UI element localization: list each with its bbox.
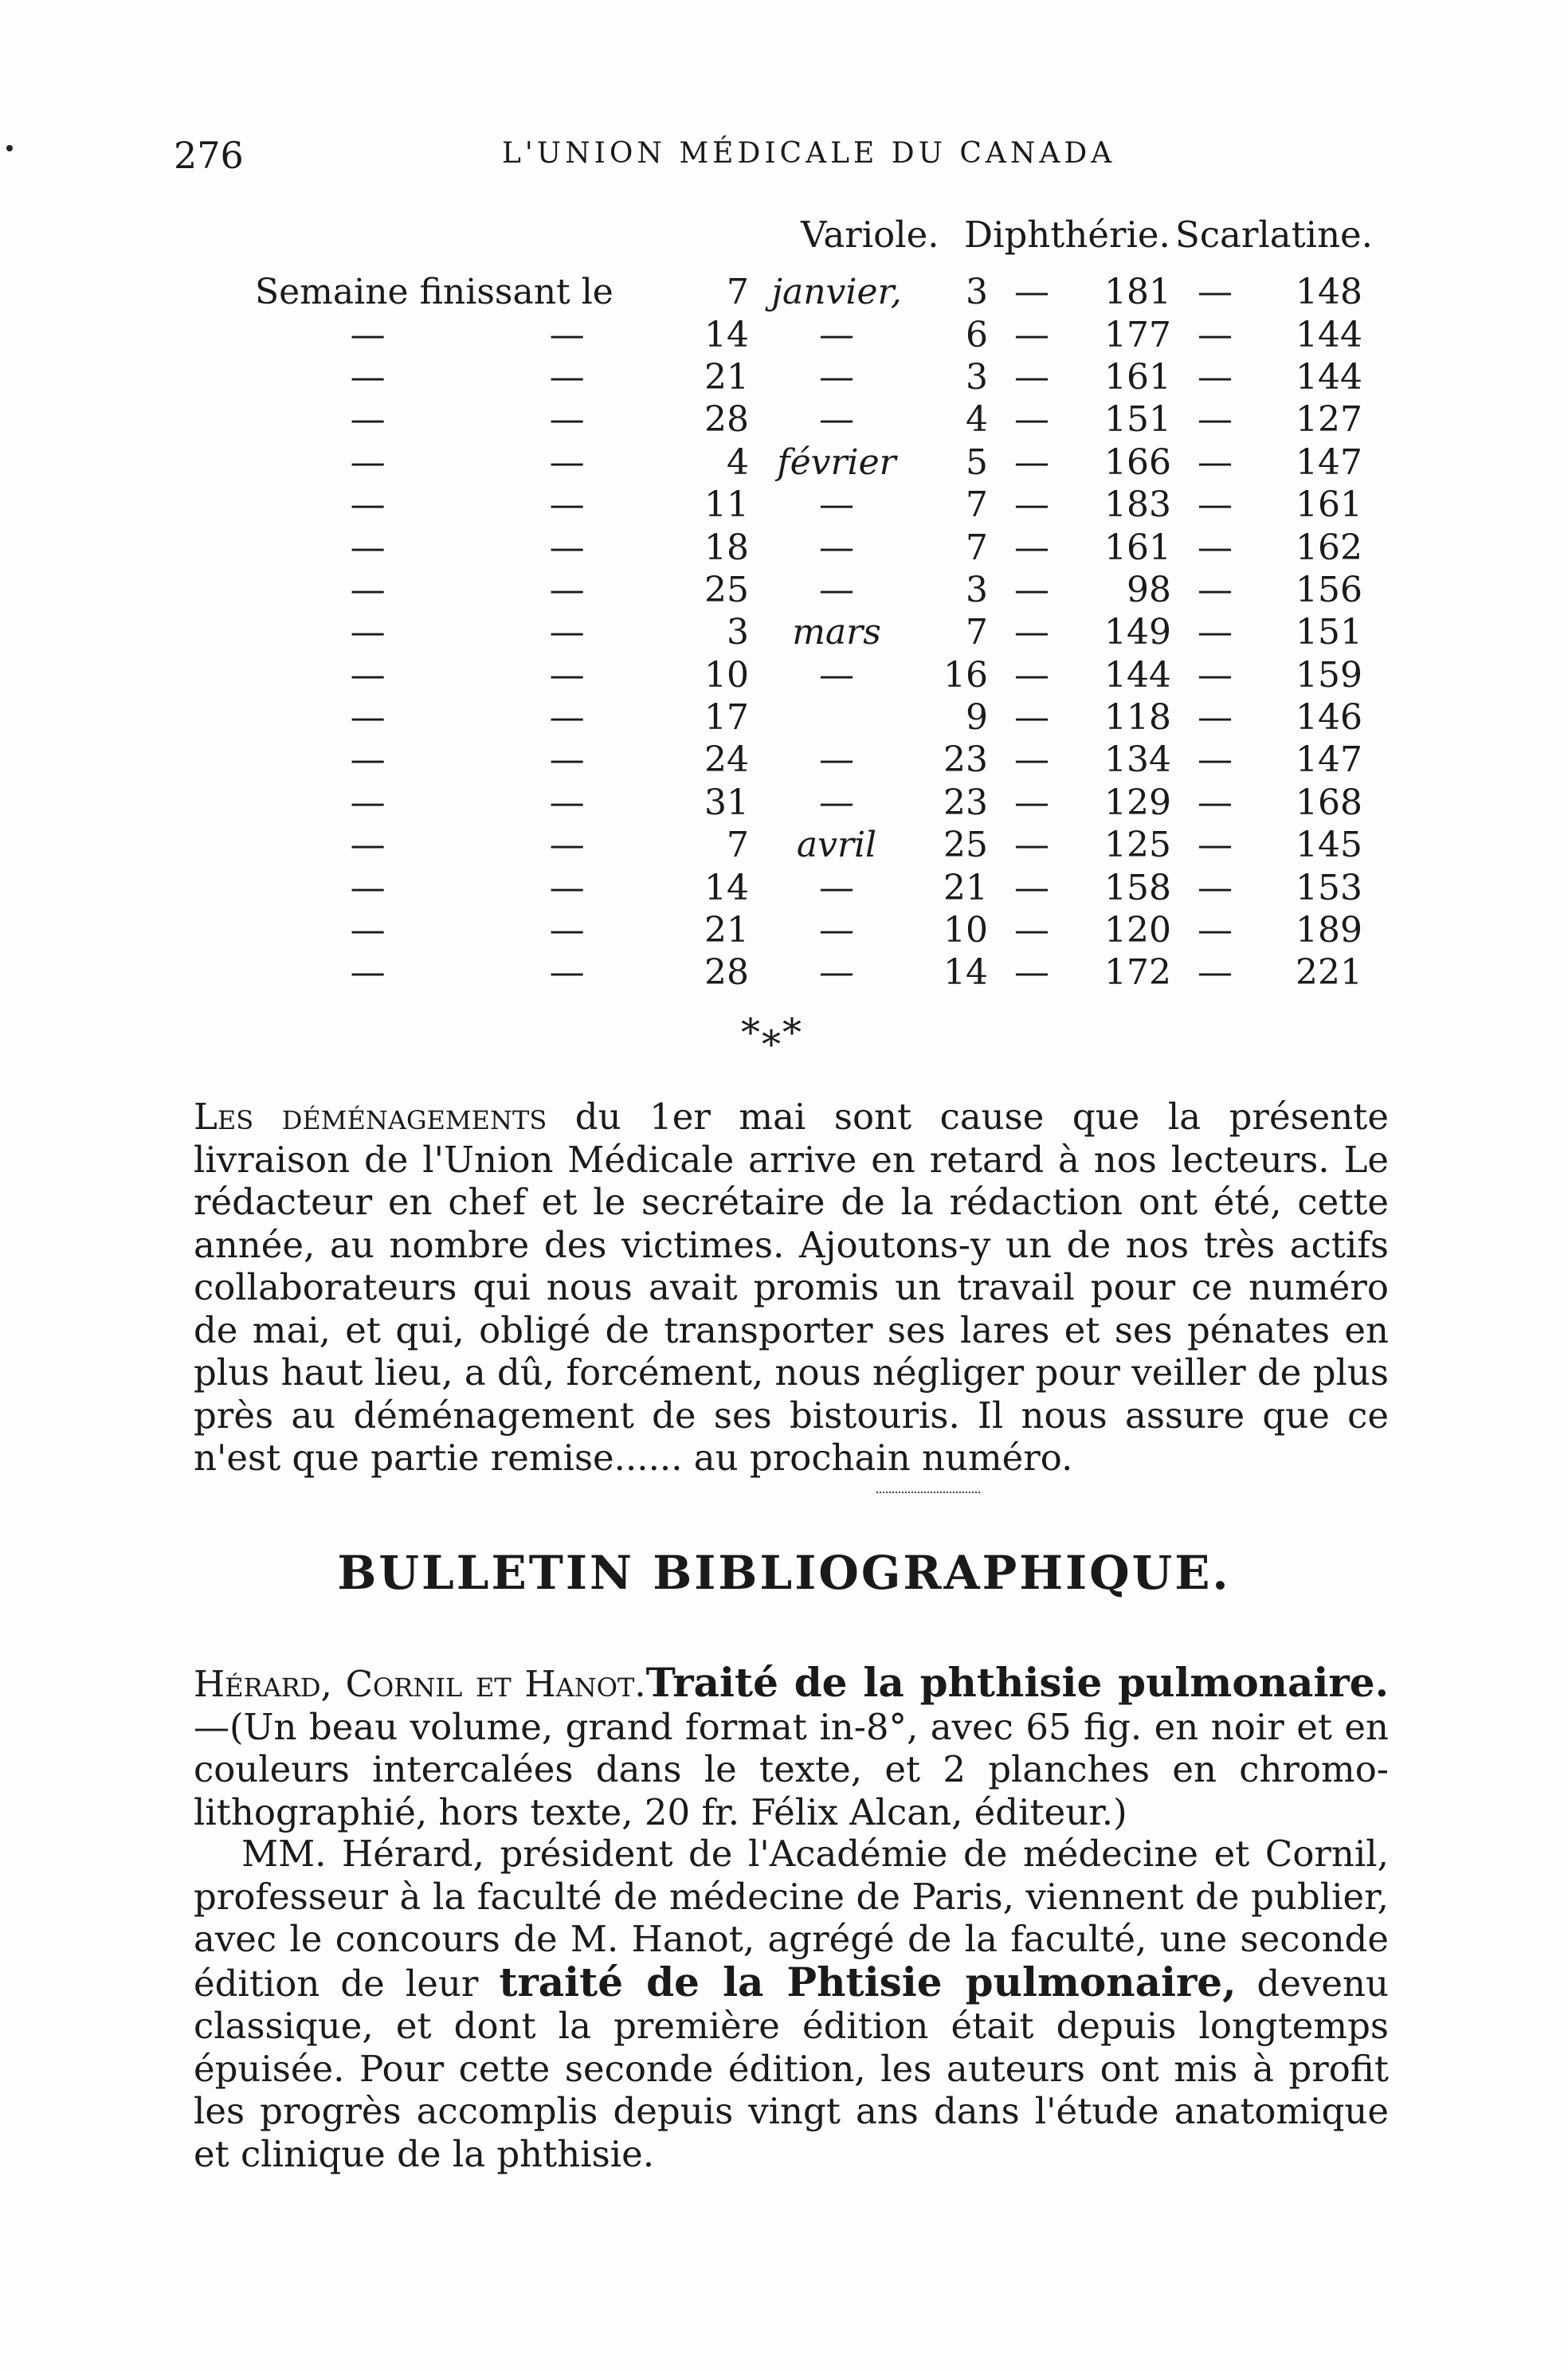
diphtherie-cell: 158: [1104, 867, 1171, 908]
table-row: [255, 271, 1362, 313]
section-title: BULLETIN BIBLIOGRAPHIQUE.: [337, 1546, 1231, 1600]
dash-cell: —: [1014, 272, 1049, 313]
month-cell: —: [819, 952, 854, 994]
day-cell: 24: [704, 739, 749, 781]
ditto-mark: —: [549, 356, 585, 398]
row-label: Semaine finissant le: [255, 272, 613, 313]
review-citation: [194, 1661, 1389, 1833]
day-cell: 17: [704, 697, 749, 739]
col-head-scarlatine: Scarlatine.: [1175, 214, 1373, 256]
dash-cell: —: [1014, 612, 1049, 653]
separator-rule: [876, 1492, 980, 1493]
diphtherie-cell: 118: [1104, 697, 1171, 739]
table-row: [255, 484, 1362, 526]
weekly-cases-table: [255, 271, 1362, 994]
variole-cell: 23: [943, 739, 988, 781]
ditto-mark: —: [549, 314, 585, 355]
ditto-mark: —: [549, 825, 585, 866]
month-cell: —: [819, 484, 854, 526]
diphtherie-cell: 125: [1104, 825, 1171, 866]
month-cell: janvier,: [771, 272, 902, 313]
table-row: [255, 398, 1362, 441]
review-authors: Hérard, Cornil et Hanot.: [194, 1663, 646, 1705]
scarlatine-cell: 159: [1296, 654, 1362, 696]
dash-cell: —: [1198, 910, 1233, 951]
diphtherie-cell: 129: [1104, 782, 1171, 823]
variole-cell: 5: [966, 441, 988, 483]
day-cell: 7: [727, 272, 749, 313]
dash-cell: —: [1198, 654, 1233, 696]
review-body: [194, 1833, 1389, 2175]
variole-cell: 16: [943, 654, 988, 696]
diphtherie-cell: 183: [1104, 484, 1171, 526]
ditto-mark: —: [350, 952, 386, 994]
month-cell: —: [819, 910, 854, 951]
ditto-mark: —: [549, 697, 585, 739]
review-body-start: MM. Hérard, président de l'Académie de médecine et Cornil, professeur à la faculté de médecine de Paris, viennent de publier, avec le concours de M. Hanot, agrégé de la faculté, une seconde édition de leur: [194, 1833, 1389, 2005]
dash-cell: —: [1014, 484, 1049, 526]
notice-lead: Les déménagements: [194, 1096, 547, 1138]
ditto-mark: —: [350, 399, 386, 441]
scarlatine-cell: 153: [1296, 867, 1362, 908]
scarlatine-cell: 161: [1296, 484, 1362, 526]
ditto-mark: —: [549, 484, 585, 526]
variole-cell: 10: [943, 910, 988, 951]
table-row: [255, 611, 1362, 653]
dash-cell: —: [1014, 697, 1049, 739]
variole-cell: 25: [943, 825, 988, 866]
scarlatine-cell: 148: [1296, 272, 1362, 313]
review-details: —(Un beau volume, grand format in-8°, avec 65 fig. en noir et en couleurs intercalées dans le texte, et 2 planches en chromo-lithographié, hors texte, 20 fr. Félix Alcan, éditeur.): [194, 1705, 1389, 1833]
variole-cell: 4: [966, 399, 988, 441]
scarlatine-cell: 144: [1296, 314, 1362, 355]
dash-cell: —: [1014, 782, 1049, 823]
day-cell: 28: [704, 399, 749, 441]
month-cell: —: [819, 782, 854, 823]
dash-cell: —: [1198, 484, 1233, 526]
month-cell: —: [819, 739, 854, 781]
review-title: Traité de la phthisie pulmonaire.: [645, 1659, 1389, 1706]
variole-cell: 21: [943, 867, 988, 908]
scarlatine-cell: 151: [1296, 612, 1362, 653]
variole-cell: 9: [966, 697, 988, 739]
review-body-title: traité de la Phtisie pulmonaire,: [499, 1958, 1237, 2005]
scarlatine-cell: 144: [1296, 356, 1362, 398]
table-row: [255, 526, 1362, 568]
dash-cell: —: [1014, 399, 1049, 441]
ditto-mark: —: [549, 441, 585, 483]
notice-paragraph: [194, 1096, 1389, 1480]
month-cell: —: [819, 867, 854, 908]
dash-cell: —: [1014, 441, 1049, 483]
scarlatine-cell: 145: [1296, 825, 1362, 866]
diphtherie-cell: 120: [1104, 910, 1171, 951]
dash-cell: —: [1014, 825, 1049, 866]
table-row: [255, 654, 1362, 696]
variole-cell: 3: [966, 569, 988, 610]
diphtherie-cell: 161: [1104, 356, 1171, 398]
dash-cell: —: [1014, 654, 1049, 696]
variole-cell: 14: [943, 952, 988, 994]
table-row: [255, 782, 1362, 824]
dash-cell: —: [1198, 527, 1233, 568]
table-column-headers: [0, 214, 1568, 269]
day-cell: 4: [727, 441, 749, 483]
scarlatine-cell: 127: [1296, 399, 1362, 441]
variole-cell: 3: [966, 272, 988, 313]
dash-cell: —: [1014, 952, 1049, 994]
table-row: [255, 441, 1362, 484]
ditto-mark: —: [350, 441, 386, 483]
ditto-mark: —: [549, 867, 585, 908]
ditto-mark: —: [350, 697, 386, 739]
month-cell: —: [819, 356, 854, 398]
month-cell: —: [819, 527, 854, 568]
diphtherie-cell: 161: [1104, 527, 1171, 568]
variole-cell: 6: [966, 314, 988, 355]
scarlatine-cell: 146: [1296, 697, 1362, 739]
scarlatine-cell: 189: [1296, 910, 1362, 951]
ditto-mark: —: [549, 739, 585, 781]
ditto-mark: —: [350, 314, 386, 355]
day-cell: 21: [704, 356, 749, 398]
ditto-mark: —: [350, 739, 386, 781]
dash-cell: —: [1014, 356, 1049, 398]
ditto-mark: —: [549, 399, 585, 441]
col-head-diphtherie: Diphthérie.: [964, 214, 1170, 256]
table-row: [255, 824, 1362, 866]
day-cell: 10: [704, 654, 749, 696]
day-cell: 14: [704, 314, 749, 355]
notice-text: du 1er mai sont cause que la présente livraison de l'Union Médicale arrive en retard à nos lecteurs. Le rédacteur en chef et le secrétaire de la rédaction ont été, cette année, au nombre des victimes. Ajoutons-y un de nos très actifs collaborateurs qui nous avait promis un travail pour ce numéro de mai, et qui, obligé de transporter ses lares et ses pénates en plus haut lieu, a dû, forcément, nous négliger pour veiller de plus près au déménagement de ses bistouris. Il nous assure que ce n'est que partie remise...... au prochain numéro.: [194, 1096, 1389, 1479]
ditto-mark: —: [350, 356, 386, 398]
day-cell: 25: [704, 569, 749, 610]
ink-speck: [6, 145, 13, 151]
ditto-mark: —: [549, 569, 585, 610]
dash-cell: —: [1198, 867, 1233, 908]
dash-cell: —: [1014, 527, 1049, 568]
day-cell: 21: [704, 910, 749, 951]
diphtherie-cell: 144: [1104, 654, 1171, 696]
month-cell: mars: [792, 612, 881, 653]
diphtherie-cell: 177: [1104, 314, 1171, 355]
ditto-mark: —: [350, 654, 386, 696]
ditto-mark: —: [549, 782, 585, 823]
table-row: [255, 313, 1362, 355]
asterism: *⁎*: [741, 1010, 803, 1055]
day-cell: 14: [704, 867, 749, 908]
variole-cell: 7: [966, 612, 988, 653]
month-cell: —: [819, 399, 854, 441]
scarlatine-cell: 221: [1296, 952, 1362, 994]
dash-cell: —: [1198, 612, 1233, 653]
month-cell: —: [819, 654, 854, 696]
diphtherie-cell: 172: [1104, 952, 1171, 994]
dash-cell: —: [1014, 314, 1049, 355]
diphtherie-cell: 98: [1127, 569, 1171, 610]
running-head: L'UNION MÉDICALE DU CANADA: [502, 137, 1116, 170]
scarlatine-cell: 162: [1296, 527, 1362, 568]
day-cell: 7: [727, 825, 749, 866]
variole-cell: 3: [966, 356, 988, 398]
review-body-end: devenu classique, et dont la première édition était depuis longtemps épuisée. Pour cette seconde édition, les auteurs ont mis à profit les progrès accomplis depuis vingt ans dans l'étude anatomique et clinique de la phthisie.: [194, 1962, 1389, 2175]
dash-cell: —: [1198, 697, 1233, 739]
ditto-mark: —: [350, 527, 386, 568]
diphtherie-cell: 134: [1104, 739, 1171, 781]
day-cell: 3: [727, 612, 749, 653]
ditto-mark: —: [350, 612, 386, 653]
day-cell: 18: [704, 527, 749, 568]
dash-cell: —: [1014, 569, 1049, 610]
variole-cell: 7: [966, 484, 988, 526]
diphtherie-cell: 166: [1104, 441, 1171, 483]
dash-cell: —: [1198, 399, 1233, 441]
diphtherie-cell: 151: [1104, 399, 1171, 441]
ditto-mark: —: [549, 910, 585, 951]
ditto-mark: —: [350, 782, 386, 823]
dash-cell: —: [1198, 825, 1233, 866]
dash-cell: —: [1014, 739, 1049, 781]
dash-cell: —: [1198, 356, 1233, 398]
scarlatine-cell: 168: [1296, 782, 1362, 823]
variole-cell: 23: [943, 782, 988, 823]
month-cell: février: [777, 441, 896, 483]
day-cell: 31: [704, 782, 749, 823]
dash-cell: —: [1198, 952, 1233, 994]
scarlatine-cell: 156: [1296, 569, 1362, 610]
table-row: [255, 569, 1362, 611]
scarlatine-cell: 147: [1296, 739, 1362, 781]
dash-cell: —: [1198, 314, 1233, 355]
dash-cell: —: [1198, 272, 1233, 313]
table-row: [255, 866, 1362, 908]
month-cell: —: [819, 314, 854, 355]
table-row: [255, 951, 1362, 994]
dash-cell: —: [1198, 569, 1233, 610]
table-row: [255, 909, 1362, 951]
ditto-mark: —: [549, 654, 585, 696]
ditto-mark: —: [350, 484, 386, 526]
table-row: [255, 739, 1362, 781]
ditto-mark: —: [350, 569, 386, 610]
ditto-mark: —: [549, 612, 585, 653]
dash-cell: —: [1014, 910, 1049, 951]
day-cell: 28: [704, 952, 749, 994]
month-cell: [757, 696, 916, 739]
day-cell: 11: [704, 484, 749, 526]
ditto-mark: —: [350, 867, 386, 908]
scarlatine-cell: 147: [1296, 441, 1362, 483]
dash-cell: —: [1198, 739, 1233, 781]
diphtherie-cell: 181: [1104, 272, 1171, 313]
ditto-mark: —: [350, 825, 386, 866]
diphtherie-cell: 149: [1104, 612, 1171, 653]
ditto-mark: —: [549, 952, 585, 994]
table-row: [255, 696, 1362, 739]
table-row: [255, 356, 1362, 398]
ditto-mark: —: [350, 910, 386, 951]
month-cell: avril: [796, 825, 877, 866]
month-cell: —: [819, 569, 854, 610]
col-head-variole: Variole.: [801, 214, 939, 256]
variole-cell: 7: [966, 527, 988, 568]
dash-cell: —: [1014, 867, 1049, 908]
dash-cell: —: [1198, 441, 1233, 483]
dash-cell: —: [1198, 782, 1233, 823]
page-number: 276: [174, 134, 244, 177]
ditto-mark: —: [549, 527, 585, 568]
